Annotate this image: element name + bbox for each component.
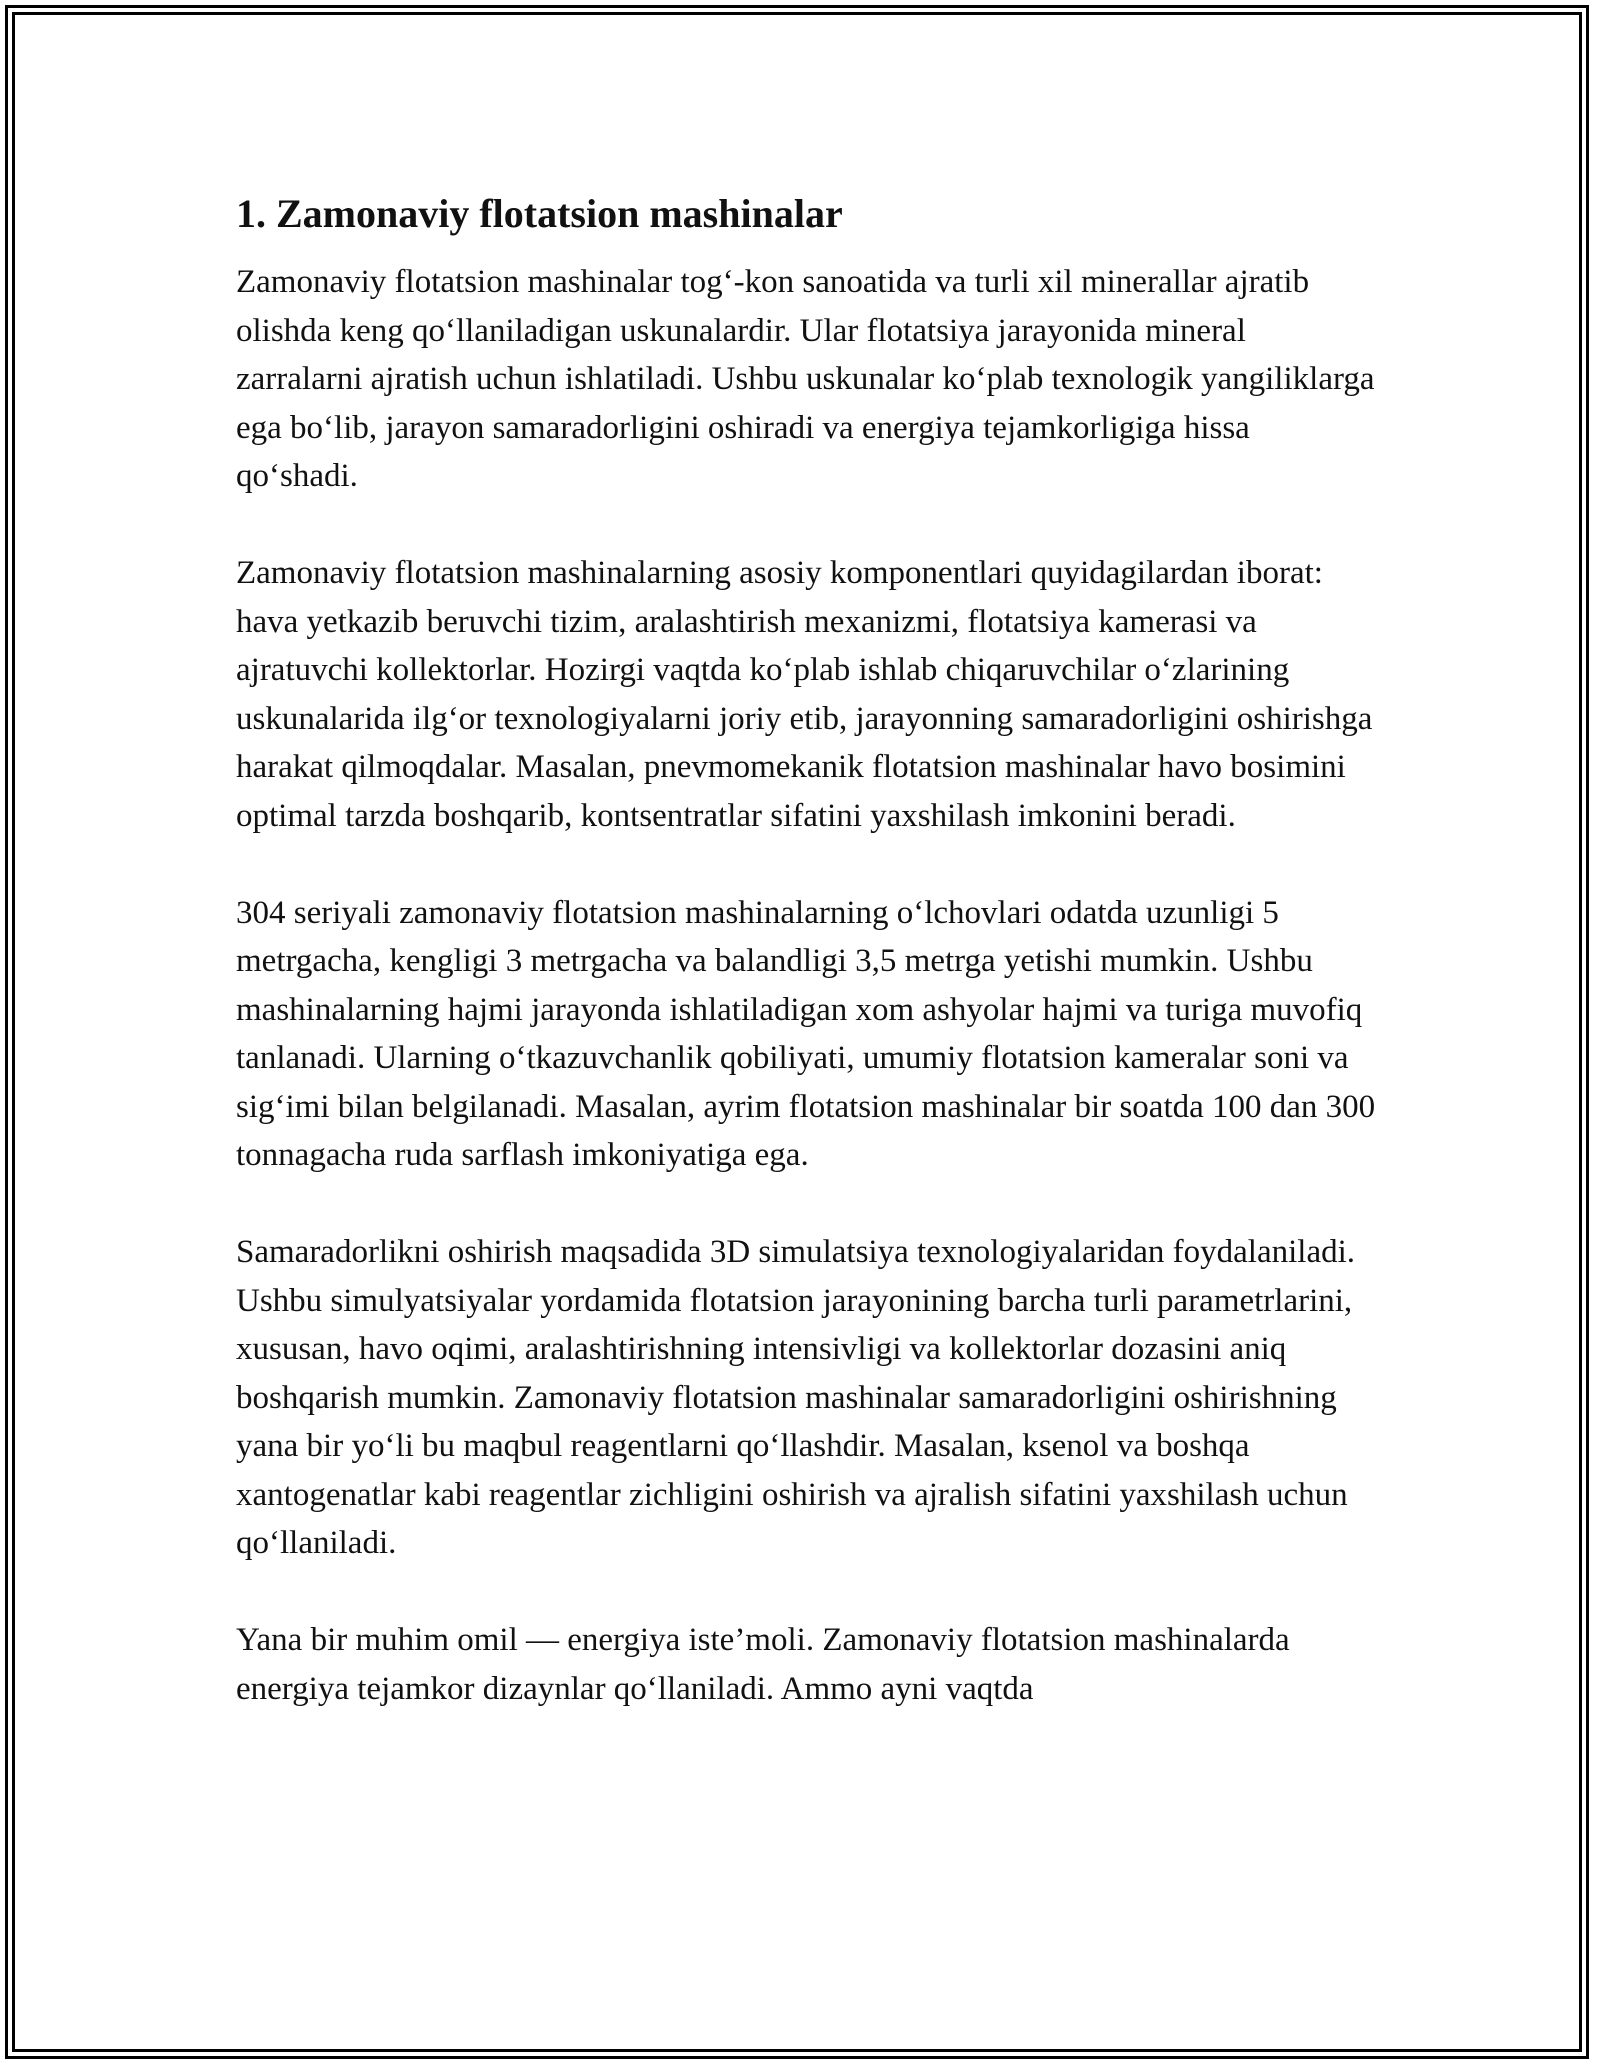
section-heading: 1. Zamonaviy flotatsion mashinalar [236, 191, 843, 236]
paragraph-5: Yana bir muhim omil — energiya iste’moli. Zamonaviy flotatsion mashinalarda energiya tejamkor dizaynlar qo‘llaniladi. Ammo ayni vaqtda [236, 1622, 1290, 1707]
paragraph-3: 304 seriyali zamonaviy flotatsion mashinalarning o‘lchovlari odatda uzunligi 5 metrgacha, kengligi 3 metrgacha va balandligi 3,5 metrga yetishi mumkin. Ushbu mashinalarning hajmi jarayonda ishlatiladigan xom ashyolar hajmi va turiga muvofiq tanlanadi. Ularning o‘tkazuvchanlik qobiliyati, umumiy flotatsion kameralar soni va sig‘imi bilan belgilanadi. Masalan, ayrim flotatsion mashinalar bir soatda 100 dan 300 tonnagacha ruda sarflash imkoniyatiga ega. [236, 894, 1376, 1173]
paragraph-2: Zamonaviy flotatsion mashinalarning asosiy komponentlari quyidagilardan iborat: hava yetkazib beruvchi tizim, aralashtirish mexanizmi, flotatsiya kamerasi va ajratuvchi kollektorlar. Hozirgi vaqtda ko‘plab ishlab chiqaruvchilar o‘zlarining uskunalarida ilg‘or texnologiyalarni joriy etib, jarayonning samaradorligini oshirishga harakat qilmoqdalar. Masalan, pnevmomekanik flotatsion mashinalar havo bosimini optimal tarzda boshqarib, kontsentratlar sifatini yaxshilash imkonini beradi. [236, 555, 1373, 834]
document-body [236, 188, 1376, 1762]
paragraph-4: Samaradorlikni oshirish maqsadida 3D simulatsiya texnologiyalaridan foydalaniladi. Ushbu simulyatsiyalar yordamida flotatsion jarayonining barcha turli parametrlarini, xususan, havo oqimi, aralashtirishning intensivligi va kollektorlar dozasini aniq boshqarish mumkin. Zamonaviy flotatsion mashinalar samaradorligini oshirishning yana bir yo‘li bu maqbul reagentlarni qo‘llashdir. Masalan, ksenol va boshqa xantogenatlar kabi reagentlar zichligini oshirish va ajralish sifatini yaxshilash uchun qo‘llaniladi. [236, 1234, 1356, 1561]
paragraph-1: Zamonaviy flotatsion mashinalar tog‘-kon sanoatida va turli xil minerallar ajratib olishda keng qo‘llaniladigan uskunalardir. Ular flotatsiya jarayonida mineral zarralarni ajratish uchun ishlatiladi. Ushbu uskunalar ko‘plab texnologik yangiliklarga ega bo‘lib, jarayon samaradorligini oshiradi va energiya tejamkorligiga hissa qo‘shadi. [236, 264, 1375, 494]
